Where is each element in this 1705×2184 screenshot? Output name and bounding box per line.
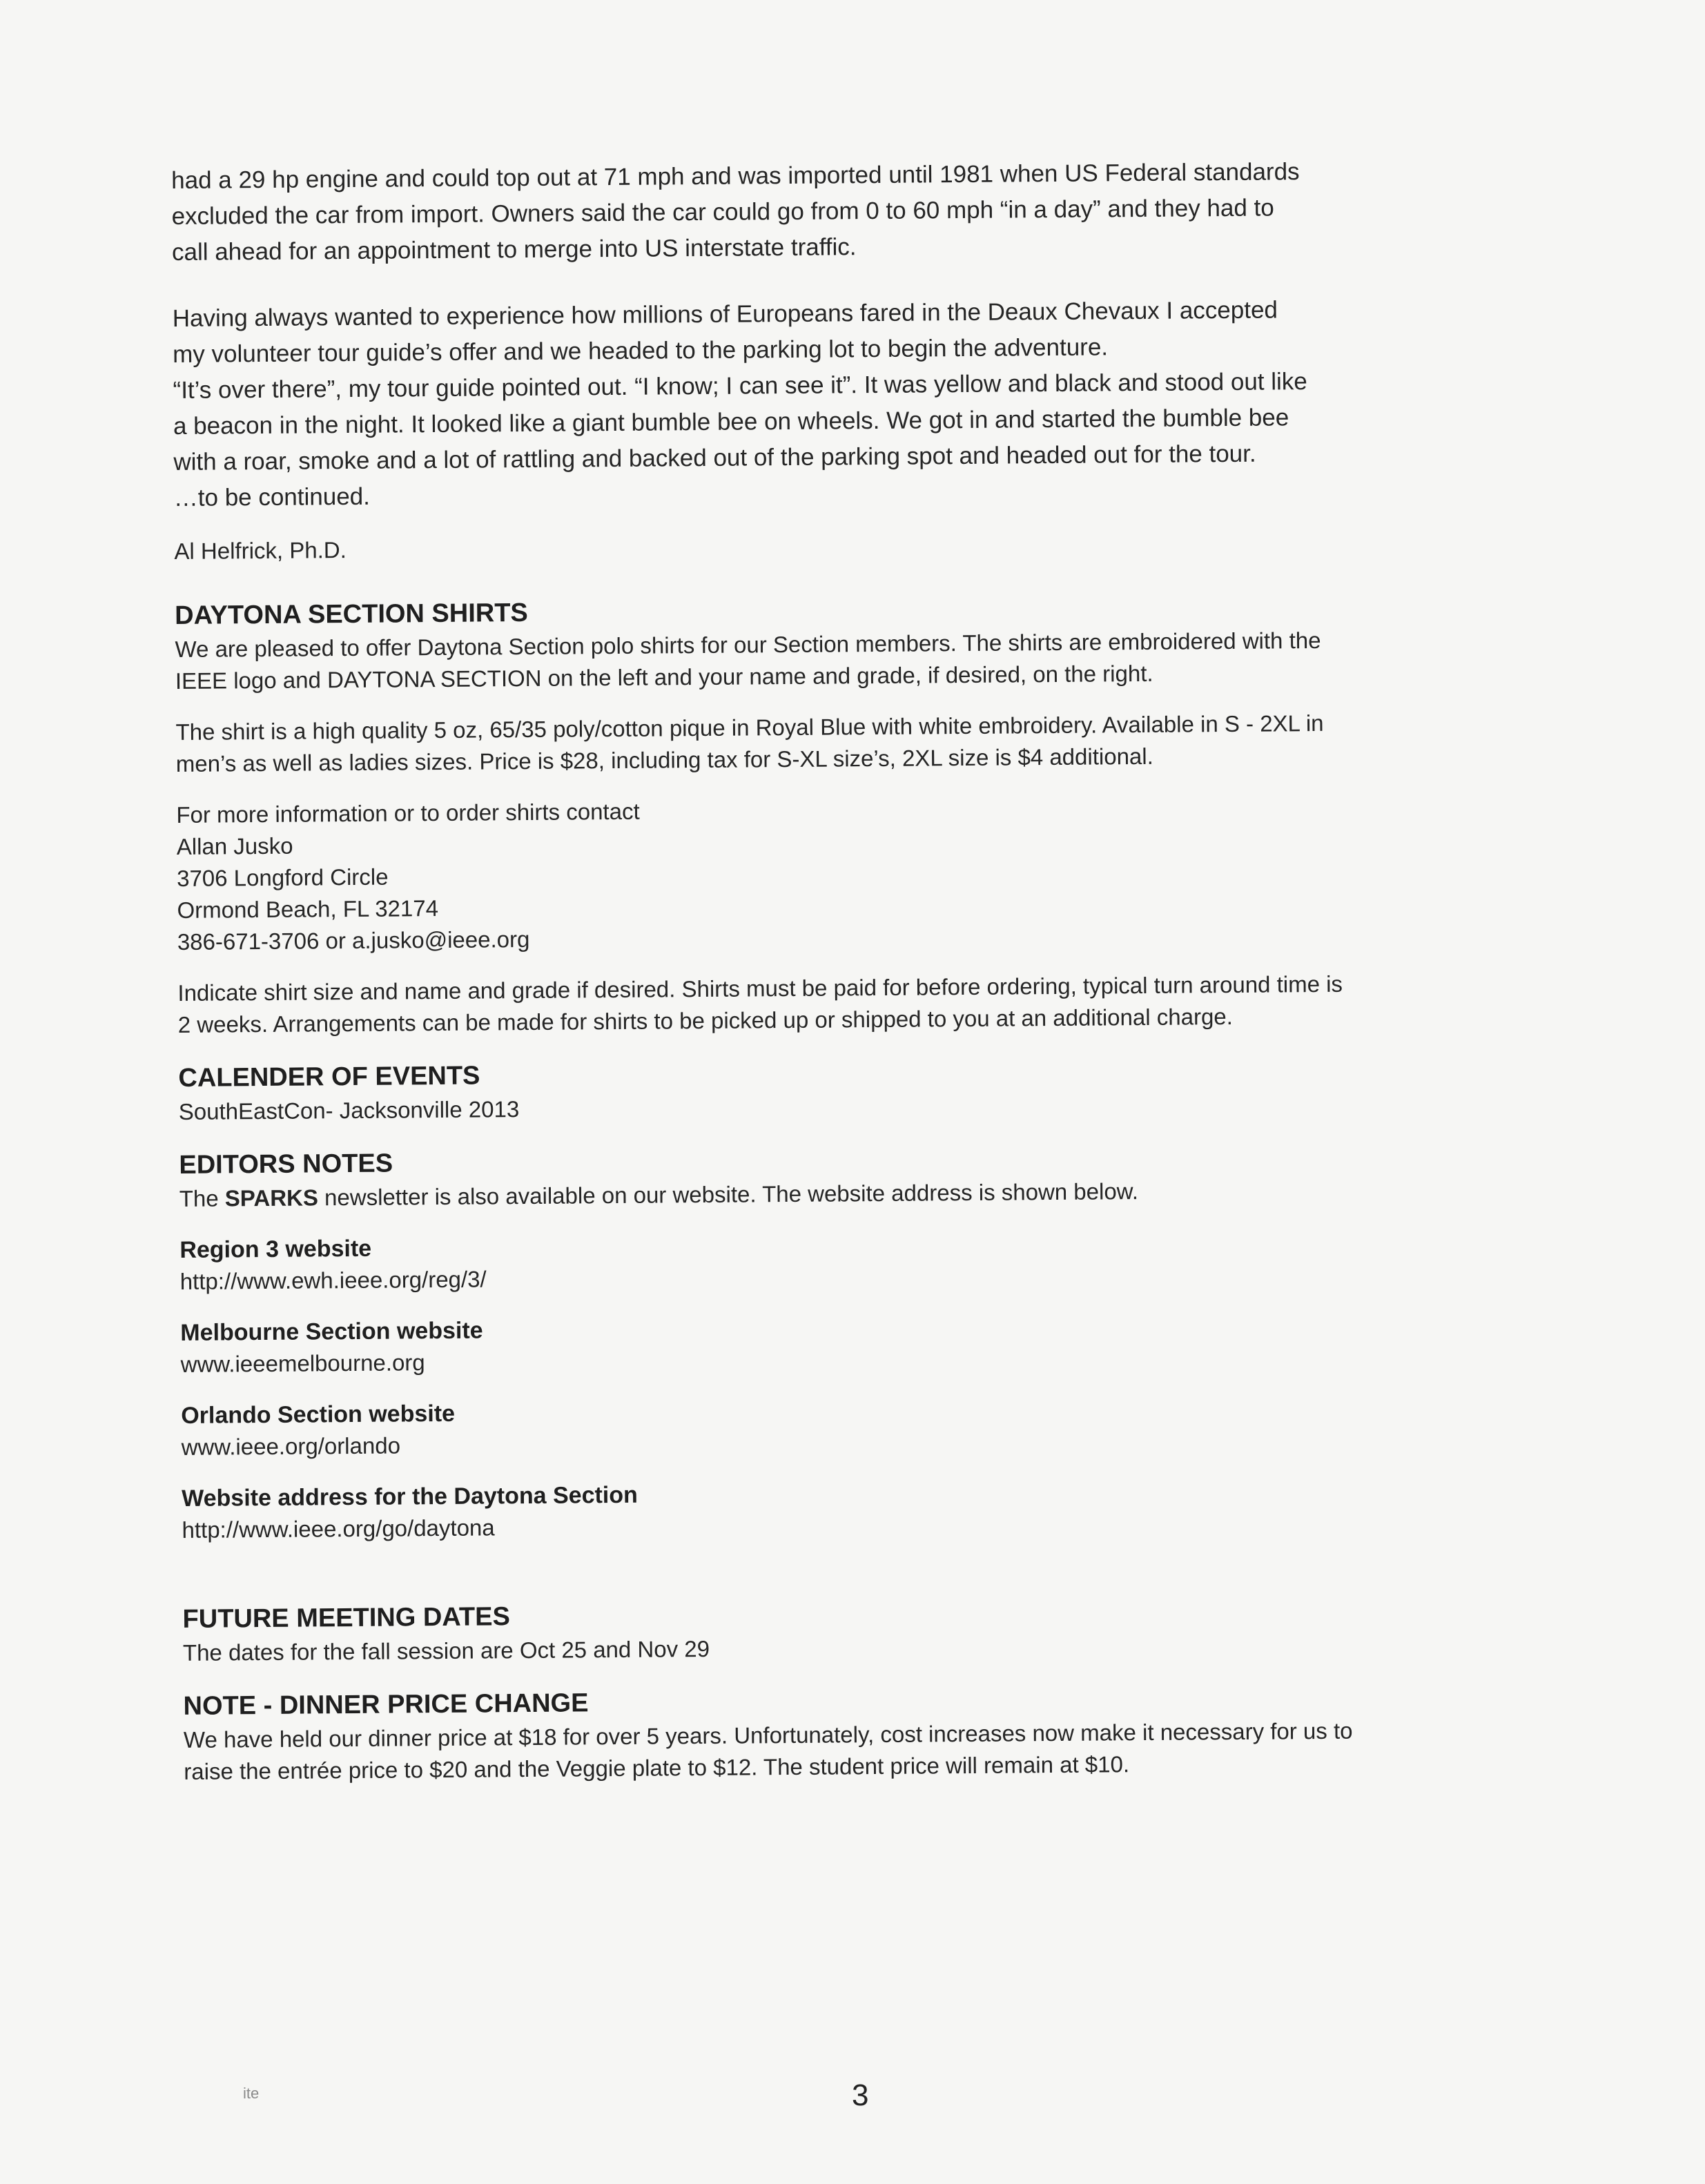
text-line: We have held our dinner price at $18 for over 5 years. Unfortunately, cost increases now make it necessary for us to: [183, 1717, 1353, 1753]
calendar-section: [178, 1049, 1552, 1128]
text-line: IEEE logo and DAYTONA SECTION on the left and your name and grade, if desired, on the right.: [175, 660, 1153, 694]
page-number: 3: [852, 2078, 869, 2112]
website-url: www.ieee.org/orlando: [181, 1432, 401, 1460]
sparks-name: SPARKS: [224, 1184, 319, 1211]
website-title: Region 3 website: [179, 1235, 372, 1263]
article-author: Al Helfrick, Ph.D.: [174, 537, 347, 564]
text-line: a beacon in the night. It looked like a giant bumble bee on wheels. We got in and started the bumble bee: [173, 404, 1289, 440]
website-title: Melbourne Section website: [180, 1317, 483, 1346]
text-line: We are pleased to offer Daytona Section polo shirts for our Section members. The shirts are embroidered with the: [175, 627, 1321, 662]
footer-smudge: ite: [243, 2085, 260, 2102]
article-paragraph-2: [173, 290, 1548, 516]
to-be-continued: …to be continued.: [173, 482, 371, 511]
meetings-heading: FUTURE MEETING DATES: [182, 1602, 511, 1634]
website-entry: [181, 1389, 1555, 1463]
contact-city: Ormond Beach, FL 32174: [177, 895, 439, 923]
article-continuation: [171, 152, 1548, 567]
shirts-paragraph-1: [175, 623, 1549, 697]
editors-section: [179, 1136, 1555, 1546]
meetings-section: [182, 1590, 1557, 1669]
website-entry: [180, 1306, 1555, 1381]
shirts-heading: DAYTONA SECTION SHIRTS: [174, 598, 528, 630]
text-line: raise the entrée price to $20 and the Veggie plate to $12. The student price will remain at $10.: [184, 1751, 1130, 1784]
website-url: www.ieeemelbourne.org: [180, 1349, 425, 1377]
website-entry: [182, 1472, 1556, 1546]
text-line: call ahead for an appointment to merge into US interstate traffic.: [171, 233, 857, 266]
text-line: men’s as well as ladies sizes. Price is $28, including tax for S-XL size’s, 2XL size is $4 additional.: [175, 743, 1153, 777]
dinner-heading: NOTE - DINNER PRICE CHANGE: [183, 1688, 589, 1721]
dinner-text: [184, 1713, 1558, 1788]
text-line: had a 29 hp engine and could top out at 71 mph and was imported until 1981 when US Federal standards: [171, 158, 1300, 194]
text-line: 2 weeks. Arrangements can be made for shirts to be picked up or shipped to you at an additional charge.: [177, 1003, 1233, 1037]
contact-name: Allan Jusko: [176, 832, 293, 859]
shirts-paragraph-2: [175, 705, 1550, 780]
contact-line: For more information or to order shirts contact: [176, 798, 640, 828]
text-line: Indicate shirt size and name and grade if desired. Shirts must be paid for before ordering, typical turn around time is: [177, 971, 1343, 1006]
calendar-heading: CALENDER OF EVENTS: [178, 1061, 480, 1093]
dinner-section: [183, 1677, 1557, 1788]
article-paragraph-1: [171, 152, 1546, 271]
website-title: Orlando Section website: [181, 1400, 456, 1429]
calendar-item: SouthEastCon- Jacksonville 2013: [178, 1096, 520, 1124]
meetings-text: The dates for the fall session are Oct 25 and Nov 29: [182, 1635, 710, 1666]
shirts-paragraph-3: [177, 966, 1552, 1041]
editors-heading: EDITORS NOTES: [179, 1149, 393, 1180]
text-line: “It’s over there”, my tour guide pointed out. “I know; I can see it”. It was yellow and black and stood out like: [173, 368, 1307, 404]
contact-street: 3706 Longford Circle: [176, 864, 389, 891]
text-line: The shirt is a high quality 5 oz, 65/35 poly/cotton pique in Royal Blue with white embroidery. Available in S - 2XL in: [175, 710, 1324, 745]
text-line: excluded the car from import. Owners said the car could go from 0 to 60 mph “in a day” and they had to: [171, 194, 1274, 230]
website-title: Website address for the Daytona Section: [182, 1481, 638, 1512]
contact-phone-email: 386-671-3706 or a.jusko@ieee.org: [177, 926, 530, 955]
shirts-contact: [176, 788, 1551, 958]
website-entry: [179, 1223, 1554, 1298]
website-url: http://www.ieee.org/go/daytona: [182, 1514, 495, 1543]
text-line: with a roar, smoke and a lot of rattling and backed out of the parking spot and headed out for the tour.: [173, 440, 1256, 476]
website-url: http://www.ewh.ieee.org/reg/3/: [179, 1266, 487, 1294]
text-line: Having always wanted to experience how millions of Europeans fared in the Deaux Chevaux I accepted: [172, 296, 1278, 332]
shirts-section: [175, 587, 1552, 1041]
editors-text: The SPARKS newsletter is also available on our website. The website address is shown below.: [179, 1178, 1139, 1211]
text-line: my volunteer tour guide’s offer and we headed to the parking lot to begin the adventure.: [173, 333, 1109, 368]
newsletter-page-content: [171, 152, 1557, 1788]
